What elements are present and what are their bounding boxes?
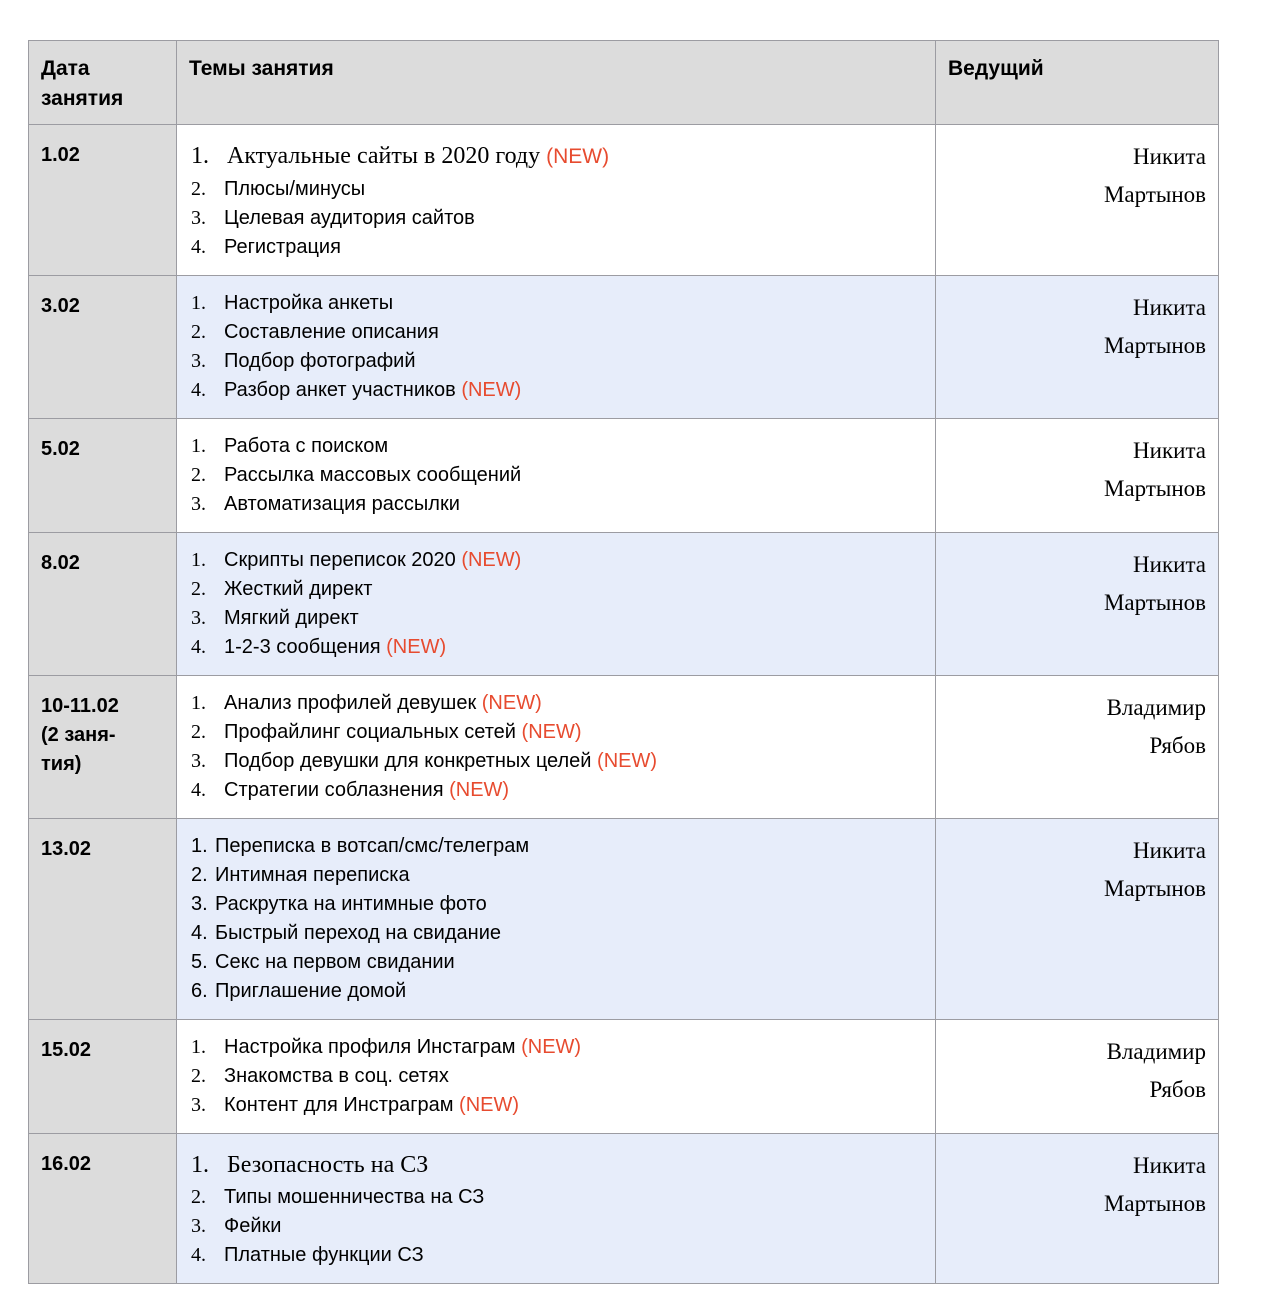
topic-item [191,977,927,1006]
presenter-name-line: Никита [1133,1153,1206,1178]
date-line: 5.02 [41,438,80,460]
topic-item [191,1091,927,1120]
new-badge: (NEW) [521,1036,582,1058]
new-badge: (NEW) [597,750,658,772]
topic-number: 2. [191,321,206,343]
date-cell [29,819,177,1020]
topic-item [191,1241,927,1270]
topic-number: 1. [191,549,206,571]
topic-text: Раскрутка на интимные фото [215,893,487,915]
topic-number: 1. [191,292,206,314]
topic-text: Работа с поиском [224,435,389,457]
presenter-name-line: Рябов [1149,1077,1206,1102]
table-row [29,1020,1219,1134]
topic-number: 1. [191,1152,209,1178]
topic-text: Регистрация [224,236,341,258]
schedule-table [28,40,1219,1284]
topic-text: Подбор фотографий [224,350,416,372]
date-cell [29,276,177,419]
presenter-name-line: Никита [1133,838,1206,863]
topic-item [191,689,927,718]
topic-number: 3. [191,893,208,915]
topic-text: Скрипты переписок 2020 [224,549,456,571]
topic-text: Мягкий директ [224,607,359,629]
topic-item [191,175,927,204]
topic-text: Платные функции СЗ [224,1244,424,1266]
topic-item [191,948,927,977]
date-cell [29,419,177,533]
topic-number: 1. [191,692,206,714]
topic-item [191,718,927,747]
topic-number: 1. [191,835,208,857]
topic-number: 4. [191,236,206,258]
topic-number: 2. [191,578,206,600]
date-cell [29,1134,177,1284]
topic-text: Секс на первом свидании [215,951,455,973]
date-line: 15.02 [41,1039,92,1061]
topic-number: 6. [191,980,208,1002]
topic-text: Безопасность на СЗ [227,1152,429,1178]
topic-item [191,1183,927,1212]
topics-cell [177,533,936,676]
header-presenter-column: Ведущий [936,41,1219,125]
topic-item [191,776,927,805]
topic-number: 4. [191,779,206,801]
date-cell [29,125,177,276]
date-line: 13.02 [41,838,92,860]
topic-number: 3. [191,1094,206,1116]
topic-number: 3. [191,1215,206,1237]
topic-text: Переписка в вотсап/смс/телеграм [215,835,530,857]
topic-text: Стратегии соблазнения [224,779,444,801]
new-badge: (NEW) [461,379,522,401]
topics-cell [177,819,936,1020]
presenter-cell [936,1020,1219,1134]
topic-number: 2. [191,464,206,486]
header-topics-column: Темы занятия [177,41,936,125]
new-badge: (NEW) [386,636,447,658]
table-row [29,533,1219,676]
topic-text: Настройка профиля Инстаграм [224,1036,516,1058]
presenter-cell [936,676,1219,819]
topic-item [191,1212,927,1241]
new-badge: (NEW) [449,779,510,801]
topic-number: 3. [191,350,206,372]
topic-item [191,376,927,405]
presenter-cell [936,276,1219,419]
topic-text: Быстрый переход на свидание [215,922,501,944]
topic-number: 4. [191,1244,206,1266]
topic-text: Составление описания [224,321,439,343]
new-badge: (NEW) [546,145,610,168]
presenter-cell [936,125,1219,276]
topic-text: Плюсы/минусы [224,178,366,200]
topic-number: 3. [191,750,206,772]
topic-text: Приглашение домой [215,980,407,1002]
topic-item [191,604,927,633]
topic-item [191,919,927,948]
new-badge: (NEW) [461,549,522,571]
topic-item [191,747,927,776]
presenter-name-line: Никита [1133,438,1206,463]
presenter-name-line: Мартынов [1103,590,1206,615]
topic-text: Автоматизация рассылки [224,493,460,515]
topic-text: Профайлинг социальных сетей [224,721,516,743]
table-row [29,276,1219,419]
topic-number: 1. [191,143,209,169]
table-row [29,419,1219,533]
table-row [29,125,1219,276]
topic-item [191,633,927,662]
topic-text: Настройка анкеты [224,292,394,314]
topic-text: Контент для Инстраграм [224,1094,454,1116]
topic-item [191,490,927,519]
topic-text: Жесткий директ [224,578,373,600]
presenter-name-line: Никита [1133,144,1206,169]
topics-cell [177,419,936,533]
topics-cell [177,1134,936,1284]
topic-number: 4. [191,922,208,944]
topic-number: 2. [191,721,206,743]
topic-item [191,890,927,919]
presenter-name-line: Никита [1133,552,1206,577]
topic-item [191,1033,927,1062]
presenter-cell [936,533,1219,676]
presenter-cell [936,1134,1219,1284]
topic-item [191,138,927,175]
date-line: 16.02 [41,1153,92,1175]
presenter-name-line: Мартынов [1103,876,1206,901]
topic-text: Анализ профилей девушек [224,692,477,714]
date-line: (2 заня- [41,724,116,746]
new-badge: (NEW) [481,692,542,714]
topic-text: Актуальные сайты в 2020 году [227,143,541,169]
topic-number: 4. [191,379,206,401]
topic-item [191,575,927,604]
topic-number: 3. [191,493,206,515]
date-line: 10-11.02 [41,695,119,717]
presenter-name-line: Рябов [1149,733,1206,758]
header-row [29,41,1219,125]
date-cell [29,533,177,676]
header-date-column: Дата занятия [29,41,177,125]
topic-text: Интимная переписка [215,864,410,886]
presenter-name-line: Мартынов [1103,182,1206,207]
topic-item [191,347,927,376]
topic-number: 2. [191,1065,206,1087]
date-line: 3.02 [41,295,80,317]
topic-item [191,1062,927,1091]
topic-item [191,204,927,233]
topic-number: 3. [191,207,206,229]
date-cell [29,1020,177,1134]
date-cell [29,676,177,819]
topic-text: Типы мошенничества на СЗ [224,1186,485,1208]
topic-item [191,832,927,861]
presenter-name-line: Владимир [1106,695,1206,720]
topics-cell [177,676,936,819]
topic-text: Рассылка массовых сообщений [224,464,522,486]
presenter-name-line: Мартынов [1103,476,1206,501]
topic-text: Целевая аудитория сайтов [224,207,475,229]
topic-text: Подбор девушки для конкретных целей [224,750,592,772]
table-row [29,676,1219,819]
topic-text: Разбор анкет участников [224,379,456,401]
topic-number: 5. [191,951,208,973]
topics-cell [177,125,936,276]
topic-text: Знакомства в соц. сетях [224,1065,449,1087]
topic-item [191,461,927,490]
topic-item [191,546,927,575]
table-row [29,1134,1219,1284]
topic-number: 1. [191,1036,206,1058]
topic-number: 1. [191,435,206,457]
presenter-cell [936,819,1219,1020]
topic-item [191,318,927,347]
topic-text: Фейки [224,1215,282,1237]
topic-number: 2. [191,864,208,886]
table-row [29,819,1219,1020]
date-line: 8.02 [41,552,80,574]
presenter-name-line: Мартынов [1103,333,1206,358]
presenter-cell [936,419,1219,533]
topic-number: 4. [191,636,206,658]
topic-item [191,289,927,318]
topics-cell [177,1020,936,1134]
presenter-name-line: Владимир [1106,1039,1206,1064]
topics-cell [177,276,936,419]
new-badge: (NEW) [521,721,582,743]
topic-text: 1-2-3 сообщения [224,636,381,658]
topic-item [191,233,927,262]
presenter-name-line: Мартынов [1103,1191,1206,1216]
topic-number: 2. [191,178,206,200]
topic-item [191,861,927,890]
date-line: 1.02 [41,144,80,166]
topic-number: 2. [191,1186,206,1208]
topic-item [191,1147,927,1183]
new-badge: (NEW) [459,1094,520,1116]
date-line: тия) [41,753,82,775]
topic-number: 3. [191,607,206,629]
topic-item [191,432,927,461]
presenter-name-line: Никита [1133,295,1206,320]
